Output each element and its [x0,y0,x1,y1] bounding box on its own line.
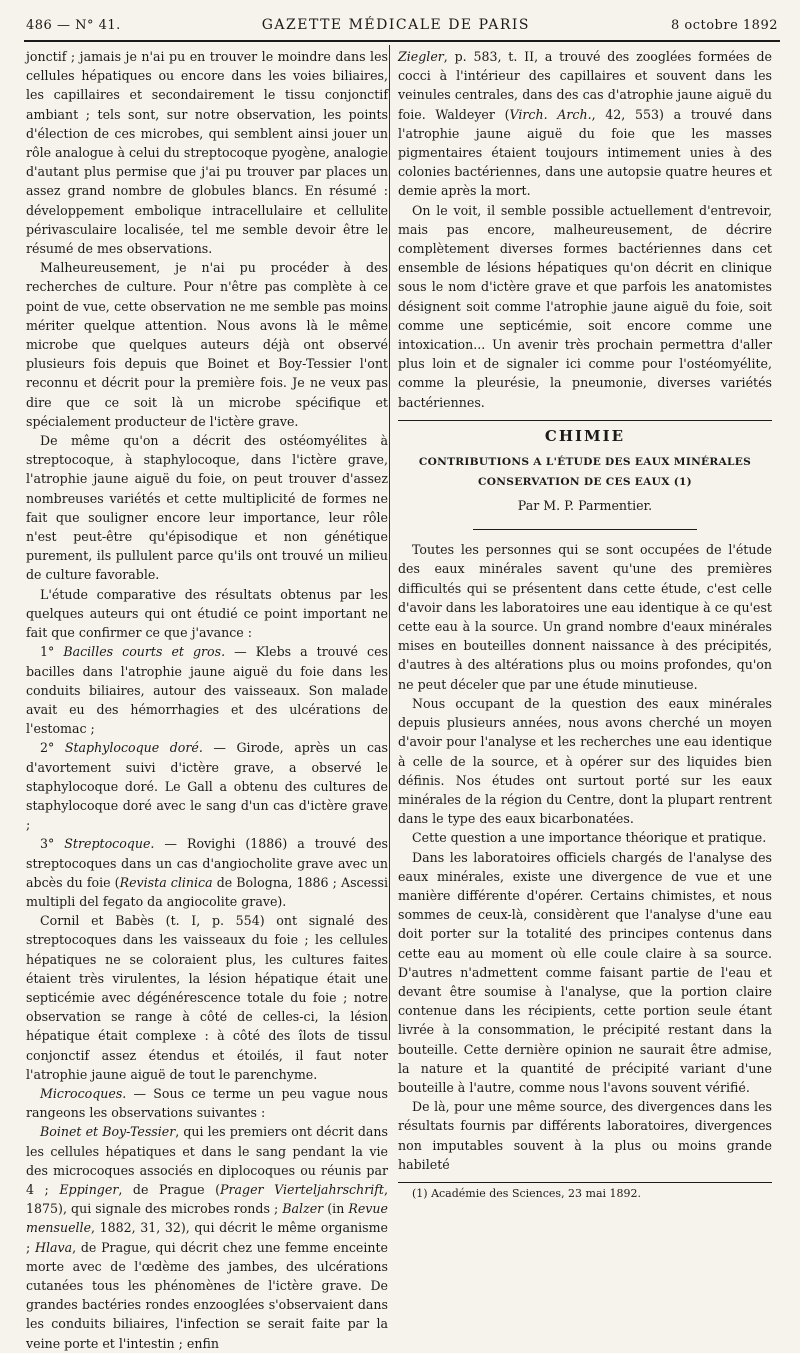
text-run: , 42, 553) a trouvé dans l'atrophie jaune aiguë du foie que les masses pigmentaires étaient toujours intimement unies à des colonies bactériennes, dans une autopsie quatre heures et demie après la mort. [398,106,772,199]
article-author: Par M. P. Parmentier. [517,498,653,514]
item-text: — Rovighi (1886) a trouvé des streptocoques dans un cas d'angiocholite grave avec un abcès du foie ( [26,836,388,890]
footnote: (1) Académie des Sciences, 23 mai 1892. [412,1186,642,1200]
section-title: CHIMIE [544,426,626,445]
paragraph: Cornil et Babès (t. I, p. 554) ont signalé des streptocoques dans les vaisseaux du foie ; les cellules hépatiques ne se coloraient plus, les cultures faites étaient très virulentes, la lésion hépatique était une septicémie avec dégénérescence totale du foie ; notre observation se range à côté de celles-ci, la lésion hépatique était complexe : à côté des îlots de tissu conjonctif assez étendus et étoilés, il faut noter l'atrophie jaune aiguë de tout le parenchyme. [26,913,388,1082]
item-number: 1° [40,644,64,660]
page-header [26,12,778,38]
paragraph: L'étude comparative des résultats obtenus par les quelques auteurs qui ont étudié ce point important ne fait que confirmer ce que j'avance : [26,586,388,641]
journal-name: Revue mensuelle [26,1201,388,1236]
item-text: — Girode, après un cas d'avortement suivi d'ictère grave, a observé le staphylocoque doré. Le Gall a obtenu des cultures de staphylocoque doré avec le sang d'un cas d'ictère grave ; [26,740,388,833]
paragraph [398,47,772,201]
item-number: 3° [40,836,65,852]
page-number: 486 — N° 41. [26,17,121,33]
author-name: Boinet et Boy-Tessier [40,1124,176,1140]
text-run: , qui les premiers ont décrit dans les cellules hépatiques et dans le sang pendant la vie des microcoques associés en diplocoques ou réunis par 4 ; [26,1124,388,1197]
text-run: , de Prague, qui décrit chez une femme enceinte morte avec de l'œdème des jambes, des ulcérations cutanées tous les phénomènes de l'ictère grave. De grandes bactéries rondes enzooglées s'observaient dans les conduits biliaires, l'infection se serait faite par la veine porte et l'intestin ; enfin [26,1239,388,1351]
article-title: CONTRIBUTIONS A L'ÉTUDE DES EAUX MINÉRALES [418,456,752,469]
journal-title: GAZETTE MÉDICALE DE PARIS [261,17,530,33]
header-rule [24,40,780,42]
item-text: de Bologna, 1886 ; Ascessi multipli del fegato da angiocolite grave). [26,874,388,909]
author-name: Eppinger [59,1181,119,1197]
text-run: , 1882, 31, 32), qui décrit le même organisme ; [26,1220,388,1255]
article-subtitle: CONSERVATION DE CES EAUX (1) [478,476,692,489]
paragraph: Cette question a une importance théorique et pratique. [412,830,767,846]
authors-paragraph [26,1122,388,1352]
paragraph: Toutes les personnes qui se sont occupées de l'étude des eaux minérales savent qu'une des premières difficultés qui se présentent dans cette étude, c'est celle d'avoir dans les laboratoires une eau identique à ce qu'est cette eau à la source. Un grand nombre d'eaux minérales mises en bouteilles donnent naissance à des précipités, d'autres à des altérations plus ou moins profondes, qu'on ne peut déceler que par une étude minutieuse. [398,542,772,692]
list-item-staphylocoque [26,738,388,834]
paragraph: De là, pour une même source, des divergences dans les résultats fournis par différents laboratoires, divergences non imputables souvent à la plus ou moins grande habileté [398,1099,772,1172]
item-heading: Microcoques. [40,1085,127,1101]
journal-name: Revista clinica [119,874,213,890]
journal-name: Virch. Arch. [509,106,592,122]
right-column [398,47,772,1201]
text-run: , 1875), qui signale des microbes ronds ; [26,1181,388,1217]
item-heading: Bacilles courts et gros. [63,644,226,660]
column-divider [389,45,390,1040]
paragraph: De même qu'on a décrit des ostéomyélites à streptocoque, à staphylocoque, dans l'ictère grave, l'atrophie jaune aiguë du foie, on peut trouver d'assez nombreuses variétés et cette multiplicité de formes ne fait que souligner encore leur importance, leur rôle n'est peut-être qu'épisodique et non génétique purement, ils pullulent parce qu'ils ont trouvé un milieu de culture favorable. [26,433,388,583]
item-text: — Sous ce terme un peu vague nous rangeons les observations suivantes : [26,1085,388,1121]
list-item-streptocoque [26,834,388,911]
paragraph: Dans les laboratoires officiels chargés de l'analyse des eaux minérales, existe une divergence de vue et une manière différente d'opérer. Certains chimistes, et nous sommes de ceux-là, considèrent que l'analyse d'une eau doit porter sur la totalité des principes contenus dans cette eau au moment où elle coule claire à sa source. D'autres n'admettent comme faisant partie de l'eau et devant être soumise à l'analyse, que la portion claire contenue dans les récipients, cette portion seule étant livrée à la consommation, le précipité restant dans la bouteille. Cette dernière opinion ne saurait être admise, la nature et la quantité de précipité variant d'une bouteille à l'autre, comme nous l'avons souvent vérifié. [398,849,772,1095]
section-rule [398,420,772,421]
issue-date: 8 octobre 1892 [670,17,778,33]
item-number: 2° [40,740,65,756]
footnote-rule [398,1182,772,1183]
list-item-bacilles [26,642,388,738]
paragraph: Malheureusement, je n'ai pu procéder à des recherches de culture. Pour n'être pas complète à ce point de vue, cette observation ne me semble pas moins mériter quelque attention. Nous avons là le même microbe que quelques auteurs déjà ont observé plusieurs fois depuis que Boinet et Boy-Tessier l'ont reconnu et décrit pour la première fois. Je ne veux pas dire que ce soit là un microbe spécifique et spécialement producteur de l'ictère grave. [26,260,388,429]
item-text: — Klebs a trouvé ces bacilles dans l'atrophie jaune aiguë du foie dans les conduits biliaires, autour des vaisseaux. Son malade avait eu des hémorrhagies et des ulcérations de l'estomac ; [26,644,388,737]
author-name: Ziegler [398,49,444,64]
microcoques-paragraph [26,1084,388,1122]
paragraph: On le voit, il semble possible actuellement d'entrevoir, mais pas encore, malheureusement, de décrire complètement diverses formes bactériennes dans cet ensemble de lésions hépatiques qu'on décrit en clinique sous le nom d'ictère grave et que parfois les anatomistes désignent soit comme l'atrophie jaune aiguë du foie, soit comme une septicémie, soit encore comme une intoxication... Un avenir très prochain permettra d'aller plus loin et de signaler ici comme pour l'ostéomyélite, comme la pleurésie, la pneumonie, diverses variétés bactériennes. [398,202,772,410]
author-name: Balzer [282,1201,324,1217]
author-name: Hlava [34,1239,73,1255]
author-rule [473,529,697,530]
journal-name: Prager Vierteljahrschrift [220,1181,384,1197]
paragraph: jonctif ; jamais je n'ai pu en trouver le moindre dans les cellules hépatiques ou encore dans les voies biliaires, les capillaires et secondairement le tissu conjonctif ambiant ; tels sont, sur notre observation, les points d'élection de ces microbes, qui semblent ainsi jouer un rôle analogue à celui du streptocoque pyogène, analogie d'autant plus permise que j'ai pu trouver par places un assez grand nombre de globules blancs. En résumé : développement embolique intracellulaire et cellulite périvasculaire localisée, tel me semble devoir être le résumé de mes observations. [26,49,388,257]
text-run: , p. 583, t. II, a trouvé des zooglées formées de cocci à l'intérieur des capillaires et souvent dans les veinules centrales, dans des cas d'atrophie jaune aiguë du foie. Waldeyer ( [398,49,772,122]
paragraph: Nous occupant de la question des eaux minérales depuis plusieurs années, nous avons cherché un moyen d'avoir pour l'analyse et les recherches une eau identique à celle de la source, et à opérer sur des liquides bien définis. Nos études ont surtout porté sur les eaux minérales de la région du Centre, dont la plupart rentrent dans le type des eaux bicarbonatées. [398,695,772,827]
text-run: (in [323,1201,349,1217]
text-run: , de Prague ( [118,1181,221,1197]
left-column [26,47,388,1353]
item-heading: Streptocoque. [64,836,155,852]
item-heading: Staphylocoque doré. [64,740,203,756]
